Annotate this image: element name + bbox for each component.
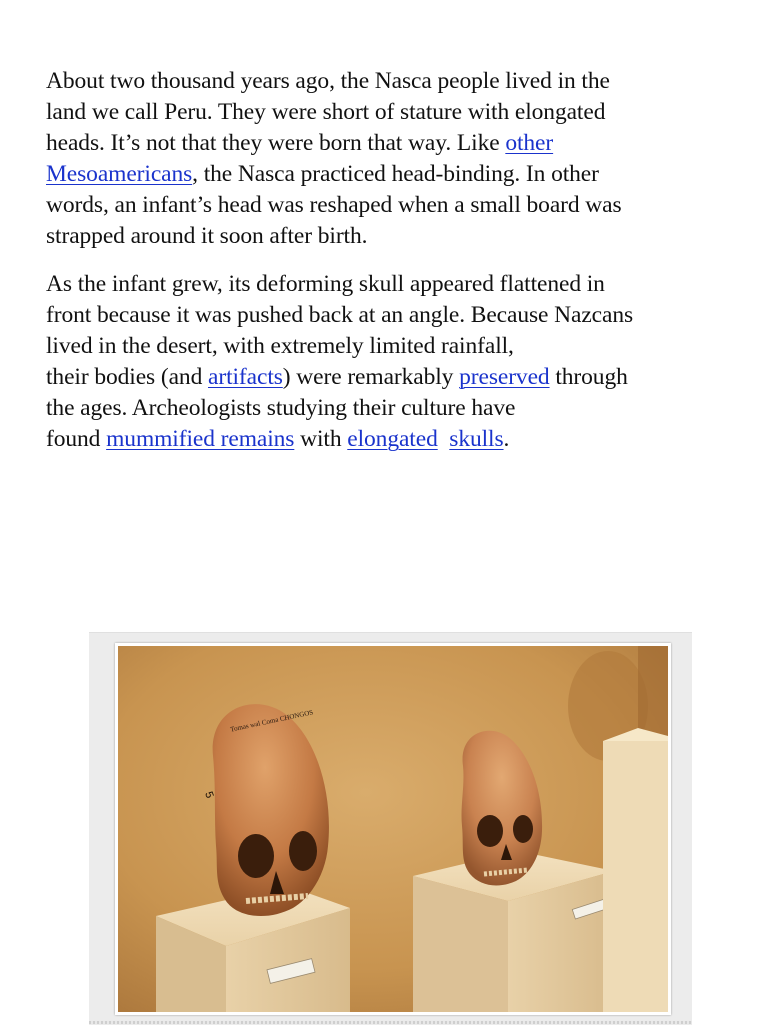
- text-run: , the Nasca practiced head-binding. In other: [192, 161, 599, 187]
- text-line: strapped around it soon after birth.: [46, 223, 368, 249]
- article-body: [46, 66, 736, 472]
- text-run: ) were remarkably: [282, 364, 460, 390]
- link-artifacts[interactable]: artifacts: [208, 364, 283, 390]
- photo-frame: [89, 632, 692, 1025]
- skulls-illustration: [118, 646, 668, 1012]
- text-run: through: [549, 364, 628, 390]
- text-line: the ages. Archeologists studying their culture have: [46, 395, 516, 421]
- link-mummified-remains[interactable]: mummified remains: [106, 426, 295, 452]
- text-run: with: [294, 426, 348, 452]
- text-line: front because it was pushed back at an angle. Because Nazcans: [46, 302, 634, 328]
- text-line: land we call Peru. They were short of stature with elongated: [46, 99, 606, 125]
- text-line: [46, 128, 736, 159]
- paragraph-1: [46, 66, 736, 252]
- text-run: heads. It’s not that they were born that way. Like: [46, 130, 506, 156]
- skull-label-left: Tomas wal Coma CHONGOS: [229, 708, 314, 734]
- link-preserved[interactable]: preserved: [459, 364, 550, 390]
- elongated-skulls-photo[interactable]: [115, 643, 671, 1015]
- text-run: .: [503, 426, 510, 452]
- text-line: [46, 159, 736, 190]
- text-line: [46, 424, 736, 455]
- link-skulls[interactable]: skulls: [449, 426, 504, 452]
- link-elongated[interactable]: elongated: [347, 426, 438, 452]
- text-line: About two thousand years ago, the Nasca people lived in the: [46, 68, 610, 94]
- text-line: lived in the desert, with extremely limited rainfall,: [46, 333, 514, 359]
- paragraph-2: [46, 269, 736, 455]
- link-other-mesoamericans-part1[interactable]: other: [505, 130, 554, 156]
- text-run: their bodies (and: [46, 364, 209, 390]
- link-other-mesoamericans-part2[interactable]: Mesoamericans: [46, 161, 193, 187]
- text-line: [46, 362, 736, 393]
- text-line: As the infant grew, its deforming skull appeared flattened in: [46, 271, 605, 297]
- skull-number: 5: [202, 790, 216, 800]
- pedestal-far-right: [603, 741, 668, 1012]
- text-run: found: [46, 426, 107, 452]
- text-line: words, an infant’s head was reshaped when a small board was: [46, 192, 622, 218]
